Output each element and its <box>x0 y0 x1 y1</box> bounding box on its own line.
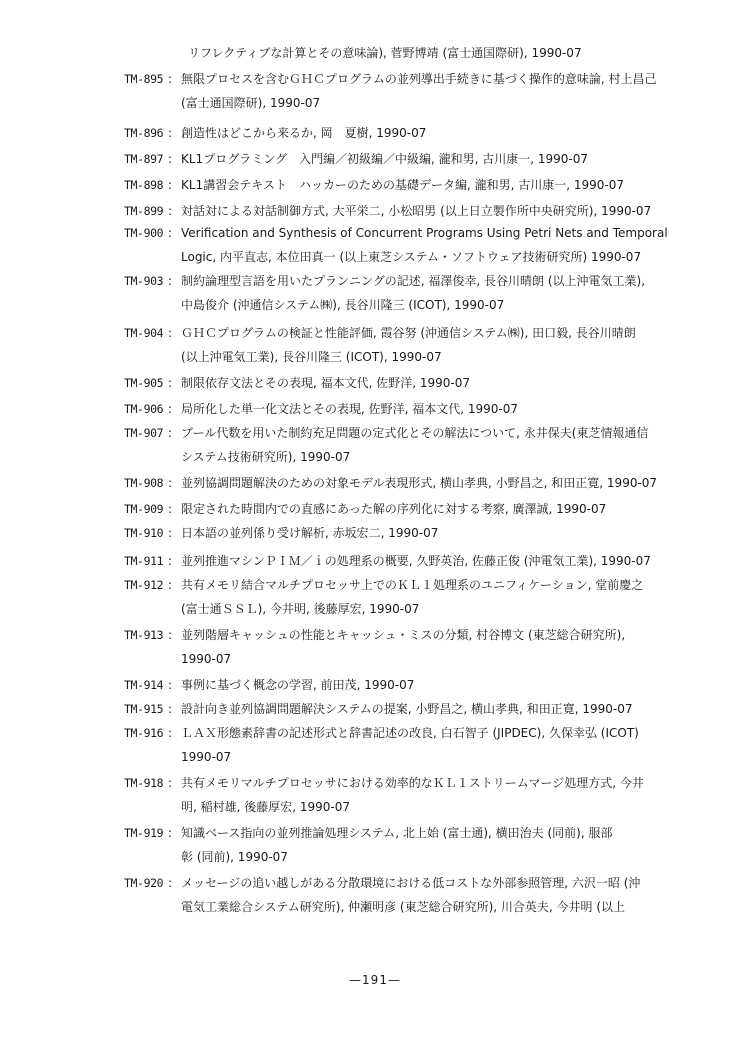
separator-colon: : <box>168 476 173 490</box>
report-id: TM-907 <box>124 426 164 440</box>
report-id: TM-899 <box>124 204 164 218</box>
report-text-line: 制約論理型言語を用いたプランニングの記述, 福澤俊幸, 長谷川晴朗 (以上沖電気工業), <box>181 274 646 288</box>
report-text-line: 中島俊介 (沖通信システム㈱), 長谷川隆三 (ICOT), 1990-07 <box>181 298 505 312</box>
report-text-line: 制限依存文法とその表現, 福本文代, 佐野洋, 1990-07 <box>181 376 471 390</box>
report-text-line: 限定された時間内での直感にあった解の序列化に対する考察, 廣澤誠, 1990-07 <box>181 502 607 516</box>
report-id: TM-906 <box>124 402 164 416</box>
report-text-line: 並列階層キャッシュの性能とキャッシュ・ミスの分類, 村谷博文 (東芝総合研究所), <box>181 628 626 642</box>
report-text-line: KL1講習会テキスト ハッカーのための基礎データ編, 瀧和男, 古川康一, 1990-07 <box>181 178 624 192</box>
report-id: TM-895 <box>124 72 164 86</box>
report-id: TM-911 <box>124 554 164 568</box>
separator-colon: : <box>168 274 173 288</box>
separator-colon: : <box>168 876 173 890</box>
report-text-line: 共有メモリ結合マルチプロセッサ上でのＫＬ１処理系のユニフィケーション, 堂前慶之 <box>181 578 644 592</box>
report-id: TM-919 <box>124 826 164 840</box>
report-id: TM-908 <box>124 476 164 490</box>
report-id: TM-904 <box>124 326 164 340</box>
report-text-line: 1990-07 <box>181 652 232 666</box>
separator-colon: : <box>168 526 173 540</box>
separator-colon: : <box>168 126 173 140</box>
separator-colon: : <box>168 426 173 440</box>
report-text-line: (以上沖電気工業), 長谷川隆三 (ICOT), 1990-07 <box>181 350 442 364</box>
report-id: TM-900 <box>124 226 164 240</box>
separator-colon: : <box>168 702 173 716</box>
report-id: TM-910 <box>124 526 164 540</box>
report-id: TM-898 <box>124 178 164 192</box>
separator-colon: : <box>168 72 173 86</box>
report-id: TM-903 <box>124 274 164 288</box>
separator-colon: : <box>168 402 173 416</box>
separator-colon: : <box>168 776 173 790</box>
report-text-line: ブール代数を用いた制約充足問題の定式化とその解法について, 永井保夫(東芝情報通信 <box>181 426 649 440</box>
report-text-line: KL1プログラミング 入門編／初級編／中級編, 瀧和男, 古川康一, 1990-07 <box>181 152 588 166</box>
report-text-line: 創造性はどこから来るか, 岡 夏樹, 1990-07 <box>181 126 427 140</box>
report-text-line: (富士通ＳＳＬ), 今井明, 後藤厚宏, 1990-07 <box>181 602 420 616</box>
report-text-line: 局所化した単一化文法とその表現, 佐野洋, 福本文代, 1990-07 <box>181 402 519 416</box>
separator-colon: : <box>168 178 173 192</box>
separator-colon: : <box>168 502 173 516</box>
report-id: TM-905 <box>124 376 164 390</box>
report-text-line: 対話対による対話制御方式, 大平栄二, 小松昭男 (以上日立製作所中央研究所), 1990-07 <box>181 204 652 218</box>
report-id: TM-920 <box>124 876 164 890</box>
separator-colon: : <box>168 226 173 240</box>
report-id: TM-909 <box>124 502 164 516</box>
report-text-line: 明, 稲村雄, 後藤厚宏, 1990-07 <box>181 800 351 814</box>
separator-colon: : <box>168 152 173 166</box>
report-id: TM-916 <box>124 726 164 740</box>
report-id: TM-918 <box>124 776 164 790</box>
report-id: TM-912 <box>124 578 164 592</box>
separator-colon: : <box>168 204 173 218</box>
page-number: —191— <box>349 973 401 987</box>
report-text-line: Verification and Synthesis of Concurrent Programs Using Petri Nets and Temporal <box>181 226 668 240</box>
report-id: TM-914 <box>124 678 164 692</box>
separator-colon: : <box>168 726 173 740</box>
report-text-line: Logic, 内平直志, 本位田真一 (以上東芝システム・ソフトウェア技術研究所) 1990-07 <box>181 250 642 264</box>
report-id: TM-915 <box>124 702 164 716</box>
report-text-line: リフレクティブな計算とその意味論), 菅野博靖 (富士通国際研), 1990-07 <box>188 46 582 60</box>
separator-colon: : <box>168 554 173 568</box>
report-text-line: 日本語の並列係り受け解析, 赤坂宏二, 1990-07 <box>181 526 439 540</box>
report-text-line: 事例に基づく概念の学習, 前田茂, 1990-07 <box>181 678 415 692</box>
report-text-line: (富士通国際研), 1990-07 <box>181 96 321 110</box>
report-id: TM-913 <box>124 628 164 642</box>
report-text-line: 電気工業総合システム研究所), 仲瀬明彦 (東芝総合研究所), 川合英夫, 今井明 (以上 <box>181 900 626 914</box>
report-text-line: システム技術研究所), 1990-07 <box>181 450 351 464</box>
report-text-line: 共有メモリマルチプロセッサにおける効率的なＫＬ１ストリームマージ処理方式, 今井 <box>181 776 644 790</box>
report-text-line: ＬＡＸ形態素辞書の記述形式と辞書記述の改良, 白石智子 (JIPDEC), 久保幸弘 (ICOT) <box>181 726 639 740</box>
report-text-line: 並列推進マシンＰＩＭ／ｉの処理系の概要, 久野英治, 佐藤正俊 (沖電気工業), 1990-07 <box>181 554 651 568</box>
report-text-line: 彰 (同前), 1990-07 <box>181 850 288 864</box>
separator-colon: : <box>168 376 173 390</box>
report-text-line: 知識ベース指向の並列推論処理システム, 北上始 (富士通), 横田治夫 (同前), 服部 <box>181 826 613 840</box>
separator-colon: : <box>168 578 173 592</box>
separator-colon: : <box>168 628 173 642</box>
report-id: TM-897 <box>124 152 164 166</box>
separator-colon: : <box>168 326 173 340</box>
report-text-line: ＧＨＣプログラムの検証と性能評価, 霞谷努 (沖通信システム㈱), 田口毅, 長谷川晴朗 <box>181 326 636 340</box>
report-text-line: 並列協調問題解決のための対象モデル表現形式, 横山孝典, 小野昌之, 和田正寛, 1990-07 <box>181 476 658 490</box>
separator-colon: : <box>168 678 173 692</box>
separator-colon: : <box>168 826 173 840</box>
report-text-line: 1990-07 <box>181 750 232 764</box>
report-text-line: 設計向き並列協調問題解決システムの提案, 小野昌之, 横山孝典, 和田正寛, 1990-07 <box>181 702 633 716</box>
report-text-line: メッセージの追い越しがある分散環境における低コストな外部参照管理, 六沢一昭 (沖 <box>181 876 641 890</box>
report-text-line: 無限プロセスを含むＧＨＣプログラムの並列導出手続きに基づく操作的意味論, 村上昌己 <box>181 72 657 86</box>
report-id: TM-896 <box>124 126 164 140</box>
